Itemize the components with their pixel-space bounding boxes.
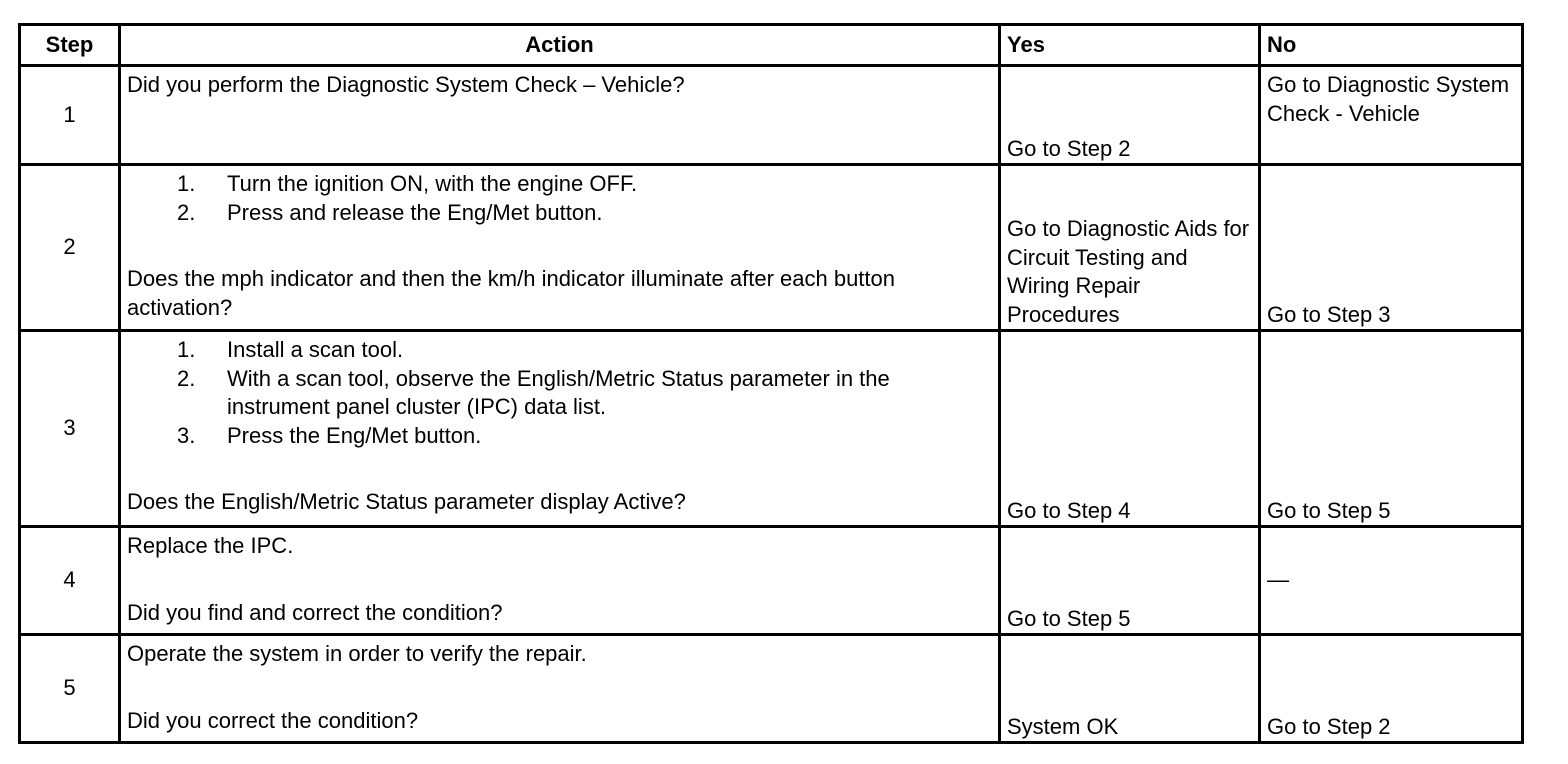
- list-item: 1. Turn the ignition ON, with the engine OFF.: [177, 171, 638, 196]
- table-row: [20, 165, 1523, 331]
- action-text: Operate the system in order to verify the repair.: [127, 641, 587, 666]
- action-cell: [120, 165, 1000, 331]
- no-cell: Go to Step 2: [1260, 635, 1523, 743]
- table-row: [20, 527, 1523, 635]
- action-question: Did you correct the condition?: [127, 707, 419, 733]
- list-item: 2. Press and release the Eng/Met button.: [177, 199, 603, 225]
- list-item: 3. Press the Eng/Met button.: [177, 422, 482, 448]
- action-text: Did you perform the Diagnostic System Check – Vehicle?: [127, 72, 685, 97]
- action-cell: [120, 527, 1000, 635]
- action-question: Does the mph indicator and then the km/h indicator illuminate after each button activation?: [127, 266, 896, 320]
- table-row: [20, 66, 1523, 165]
- header-no: No: [1260, 25, 1523, 66]
- table-row: [20, 331, 1523, 527]
- header-step: Step: [20, 25, 120, 66]
- yes-cell: Go to Step 2: [1000, 66, 1260, 165]
- no-text: Go to Diagnostic System Check - Vehicle: [1267, 72, 1510, 126]
- action-question: Does the English/Metric Status parameter display Active?: [127, 489, 686, 514]
- list-item: 2. With a scan tool, observe the English/Metric Status parameter in the instrument panel cluster (IPC) data list.: [177, 365, 890, 419]
- action-cell: [120, 66, 1000, 165]
- step-number: 3: [20, 331, 120, 527]
- table-header-row: [20, 25, 1523, 66]
- step-number: 2: [20, 165, 120, 331]
- step-number: 5: [20, 635, 120, 743]
- step-number: 1: [20, 66, 120, 165]
- no-cell: Go to Step 3: [1260, 165, 1523, 331]
- diagnostic-table: [18, 23, 1524, 744]
- list-item: 1. Install a scan tool.: [177, 337, 404, 362]
- yes-cell: Go to Diagnostic Aids for Circuit Testing and Wiring Repair Procedures: [1000, 165, 1260, 331]
- header-action: Action: [120, 25, 1000, 66]
- no-cell: Go to Step 5: [1260, 331, 1523, 527]
- action-cell: [120, 331, 1000, 527]
- yes-cell: Go to Step 4: [1000, 331, 1260, 527]
- action-text: Replace the IPC.: [127, 533, 294, 558]
- header-yes: Yes: [1000, 25, 1260, 66]
- table-row: [20, 635, 1523, 743]
- no-cell: —: [1260, 527, 1523, 635]
- step-number: 4: [20, 527, 120, 635]
- substep-list: [127, 336, 992, 450]
- yes-cell: System OK: [1000, 635, 1260, 743]
- action-question: Did you find and correct the condition?: [127, 599, 503, 625]
- substep-list: [127, 170, 992, 227]
- no-cell: [1260, 66, 1523, 165]
- yes-cell: Go to Step 5: [1000, 527, 1260, 635]
- action-cell: [120, 635, 1000, 743]
